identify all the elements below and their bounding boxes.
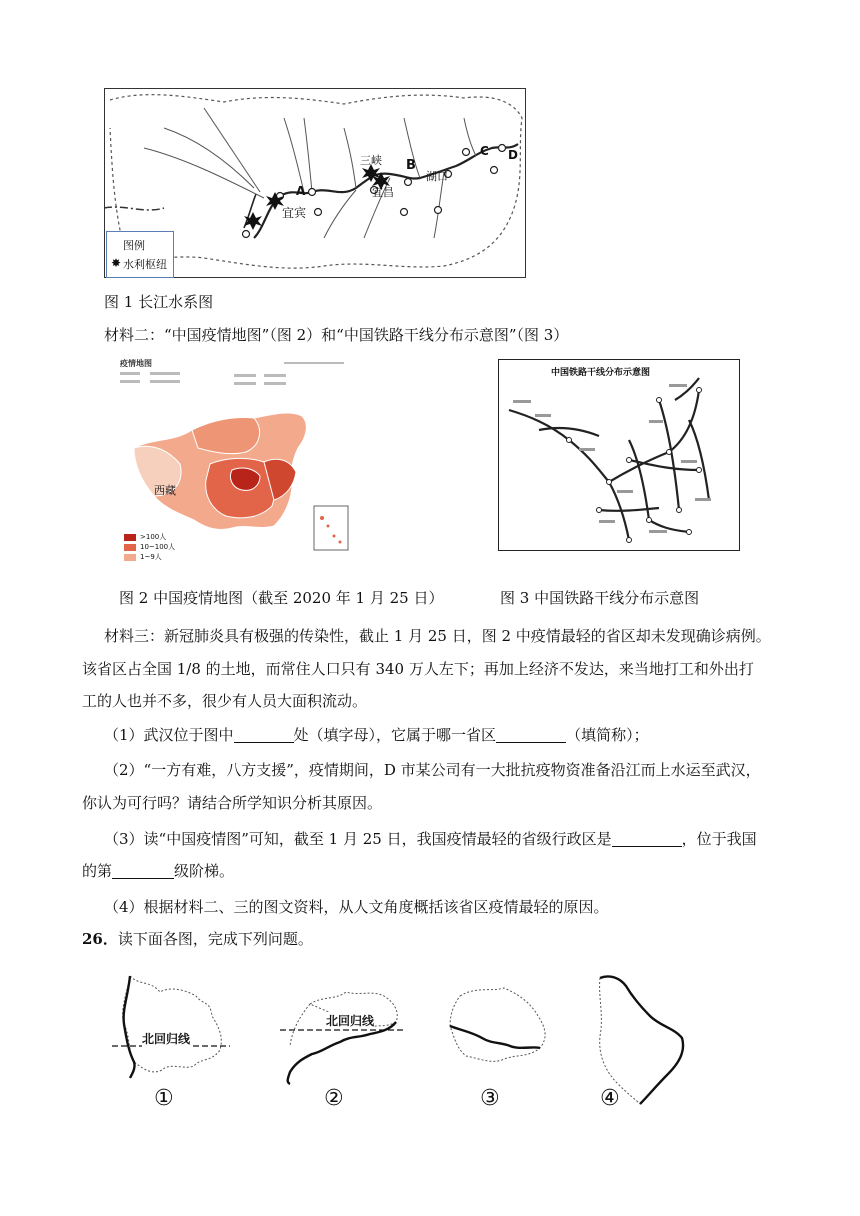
question-26-number: 26．	[82, 930, 118, 948]
figure2-epidemic-map	[114, 356, 354, 566]
map-label-C: C	[480, 144, 489, 158]
q26-maps	[100, 966, 720, 1116]
q3-text-c: 的第	[82, 862, 113, 880]
map-label-D: D	[508, 148, 518, 162]
legend-item-mid: 10~100人	[140, 543, 176, 551]
map-label-B: B	[406, 158, 416, 173]
figure3-railway-map	[498, 359, 740, 551]
material2-text: 材料二：“中国疫情地图”（图 2）和“中国铁路干线分布示意图”（图 3）	[104, 326, 569, 344]
figure3-caption: 图 3 中国铁路干线分布示意图	[500, 589, 700, 607]
material3-line1: 材料三：新冠肺炎具有极强的传染性，截止 1 月 25 日，图 2 中疫情最轻的省区却未发现确诊病例。	[104, 627, 771, 645]
figure1-caption: 图 1 长江水系图	[104, 293, 214, 311]
question-2-line2: 你认为可行吗？请结合所学知识分析其原因。	[82, 794, 383, 812]
q1-text-a: （1）武汉位于图中	[104, 726, 234, 744]
q3-text-b: ，位于我国	[681, 830, 757, 848]
question-4: （4）根据材料二、三的图文资料，从人文角度概括该省区疫情最轻的原因。	[104, 898, 609, 916]
q1-text-b: 处（填字母），它属于哪一省区	[293, 726, 497, 744]
question-3-line2	[82, 860, 234, 882]
map-number-2: ②	[324, 1086, 344, 1111]
question-2-line1: （2）“一方有难，八方支援”，疫情期间，D 市某公司有一大批抗疫物资准备沿江而上水运至武汉，	[104, 761, 761, 779]
map-number-4: ④	[600, 1086, 620, 1111]
railway-map-title: 中国铁路干线分布示意图	[551, 368, 651, 378]
question-3-line1	[104, 828, 757, 850]
epidemic-map-header: 疫情地图	[120, 359, 152, 368]
map-label-hukou: 湖口	[426, 170, 448, 183]
dam-legend-icon: ✸	[111, 256, 122, 270]
map-number-1: ①	[154, 1086, 174, 1111]
question-1	[104, 724, 649, 746]
material3-line2: 该省区占全国 1/8 的土地，而常住人口只有 340 万人左下；再加上经济不发达，来当地打工和外出打	[82, 660, 754, 678]
map-legend	[106, 231, 174, 278]
figure2-caption: 图 2 中国疫情地图（截至 2020 年 1 月 25 日）	[119, 589, 444, 607]
q3-text-a: （3）读“中国疫情图”可知，截至 1 月 25 日，我国疫情最轻的省级行政区是	[104, 830, 612, 848]
legend-item-low: 1~9人	[140, 553, 162, 561]
q3-answer-blank-step[interactable]	[112, 862, 174, 879]
q1-answer-blank-letter[interactable]	[234, 726, 294, 743]
q1-answer-blank-province[interactable]	[496, 726, 566, 743]
map-label-yibin: 宜宾	[282, 206, 307, 220]
material3-line3: 工的人也并不多，很少有人员大面积流动。	[82, 692, 368, 710]
railway-map-drawing	[499, 360, 739, 550]
legend-item: 水利枢纽	[123, 258, 167, 271]
legend-title: 图例	[123, 239, 145, 252]
question-26-text: 读下面各图，完成下列问题。	[117, 930, 313, 948]
map-label-sanxia: 三峡	[360, 154, 382, 167]
map-label-yichang: 宜昌	[372, 186, 394, 199]
q3-answer-blank-province[interactable]	[612, 830, 682, 847]
map-label-xizang: 西藏	[154, 484, 176, 497]
tropic-label-map2: 北回归线	[326, 1014, 375, 1028]
legend-item-high: >100人	[140, 533, 167, 541]
tropic-label-map1: 北回归线	[142, 1032, 191, 1046]
map-label-A: A	[296, 184, 306, 198]
figure1-yangtze-map	[104, 88, 526, 278]
q3-text-d: 级阶梯。	[174, 862, 235, 880]
q26-province-outlines	[100, 966, 720, 1116]
map-number-3: ③	[480, 1086, 500, 1111]
q1-text-c: （填简称）；	[566, 726, 649, 744]
question-26-heading	[82, 928, 313, 950]
